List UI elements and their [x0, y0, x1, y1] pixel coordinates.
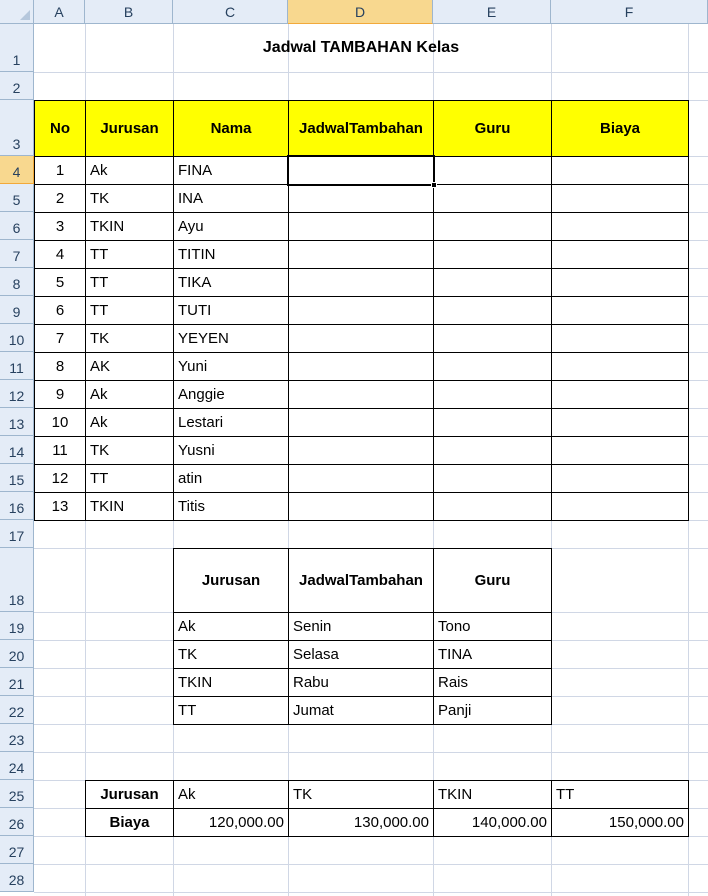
cell-biaya[interactable]: [551, 464, 689, 493]
cell-nama[interactable]: FINA: [173, 156, 289, 185]
select-all-button[interactable]: [0, 0, 34, 24]
lookup-cell-jurusan[interactable]: Ak: [173, 612, 289, 641]
row-header-6[interactable]: 6: [0, 212, 34, 240]
row-header-25[interactable]: 25: [0, 780, 34, 808]
cell-no[interactable]: 2: [34, 184, 86, 213]
cell-jurusan[interactable]: TT: [85, 268, 174, 297]
active-cell-outline[interactable]: [287, 155, 435, 186]
cell-jurusan[interactable]: TK: [85, 184, 174, 213]
cost-cell-jurusan[interactable]: TT: [551, 780, 689, 809]
row-header-23[interactable]: 23: [0, 724, 34, 752]
cell-biaya[interactable]: [551, 492, 689, 521]
cell-guru[interactable]: [433, 380, 552, 409]
cell-jurusan[interactable]: Ak: [85, 408, 174, 437]
cell-biaya[interactable]: [551, 212, 689, 241]
cell-nama[interactable]: Yusni: [173, 436, 289, 465]
cell-no[interactable]: 4: [34, 240, 86, 269]
cell-nama[interactable]: Lestari: [173, 408, 289, 437]
cell-guru[interactable]: [433, 184, 552, 213]
row-header-20[interactable]: 20: [0, 640, 34, 668]
row-header-4[interactable]: 4: [0, 156, 34, 184]
column-header-e[interactable]: E: [433, 0, 551, 24]
row-header-15[interactable]: 15: [0, 464, 34, 492]
lookup-cell-jadwal[interactable]: Senin: [288, 612, 434, 641]
cell-biaya[interactable]: [551, 268, 689, 297]
cell-guru[interactable]: [433, 464, 552, 493]
cell-jurusan[interactable]: TT: [85, 240, 174, 269]
row-header-12[interactable]: 12: [0, 380, 34, 408]
cell-jadwal-tambahan[interactable]: [288, 352, 434, 381]
cell-biaya[interactable]: [551, 324, 689, 353]
lookup-cell-jadwal[interactable]: Jumat: [288, 696, 434, 725]
row-header-22[interactable]: 22: [0, 696, 34, 724]
cell-guru[interactable]: [433, 156, 552, 185]
row-header-19[interactable]: 19: [0, 612, 34, 640]
cell-guru[interactable]: [433, 492, 552, 521]
cell-jurusan[interactable]: TK: [85, 436, 174, 465]
lookup-cell-jurusan[interactable]: TKIN: [173, 668, 289, 697]
row-header-14[interactable]: 14: [0, 436, 34, 464]
cell-guru[interactable]: [433, 212, 552, 241]
row-header-11[interactable]: 11: [0, 352, 34, 380]
gridline: [34, 752, 708, 753]
cell-jurusan[interactable]: TT: [85, 296, 174, 325]
cell-no[interactable]: 8: [34, 352, 86, 381]
cell-no[interactable]: 13: [34, 492, 86, 521]
header-no[interactable]: No: [34, 100, 86, 157]
cost-label-biaya[interactable]: Biaya: [85, 808, 174, 837]
cell-jurusan[interactable]: TT: [85, 464, 174, 493]
header-jadwal-line2: Tambahan: [349, 119, 423, 137]
row-header-18[interactable]: 18: [0, 548, 34, 612]
lookup-cell-guru[interactable]: Tono: [433, 612, 552, 641]
row-header-28[interactable]: 28: [0, 864, 34, 892]
header-jadwal-tambahan[interactable]: [288, 100, 434, 157]
cell-nama[interactable]: YEYEN: [173, 324, 289, 353]
row-header-17[interactable]: 17: [0, 520, 34, 548]
cell-biaya[interactable]: [551, 184, 689, 213]
row-header-7[interactable]: 7: [0, 240, 34, 268]
lookup-header-jadwal-tambahan[interactable]: [288, 548, 434, 613]
cell-guru[interactable]: [433, 436, 552, 465]
cell-jadwal-tambahan[interactable]: [288, 408, 434, 437]
cell-guru[interactable]: [433, 268, 552, 297]
cell-jadwal-tambahan[interactable]: [288, 268, 434, 297]
cell-biaya[interactable]: [551, 296, 689, 325]
cell-guru[interactable]: [433, 240, 552, 269]
cell-no[interactable]: 7: [34, 324, 86, 353]
cell-no[interactable]: 10: [34, 408, 86, 437]
row-header-8[interactable]: 8: [0, 268, 34, 296]
column-header-b[interactable]: B: [85, 0, 173, 24]
cell-biaya[interactable]: [551, 156, 689, 185]
cell-guru[interactable]: [433, 352, 552, 381]
cell-guru[interactable]: [433, 408, 552, 437]
column-header-a[interactable]: A: [34, 0, 85, 24]
cost-cell-jurusan[interactable]: TKIN: [433, 780, 552, 809]
lookup-cell-jurusan[interactable]: TK: [173, 640, 289, 669]
row-header-2[interactable]: 2: [0, 72, 34, 100]
cell-jadwal-tambahan[interactable]: [288, 464, 434, 493]
select-all-icon: [20, 10, 30, 20]
column-header-c[interactable]: C: [173, 0, 288, 24]
cell-no[interactable]: 12: [34, 464, 86, 493]
cell-jurusan[interactable]: Ak: [85, 156, 174, 185]
row-header-3[interactable]: 3: [0, 100, 34, 156]
column-header-f[interactable]: F: [551, 0, 708, 24]
cell-guru[interactable]: [433, 324, 552, 353]
cell-nama[interactable]: INA: [173, 184, 289, 213]
cell-jadwal-tambahan[interactable]: [288, 184, 434, 213]
cell-no[interactable]: 9: [34, 380, 86, 409]
lookup-header-jadwal-line2: Tambahan: [349, 571, 423, 589]
cell-nama[interactable]: Yuni: [173, 352, 289, 381]
row-header-26[interactable]: 26: [0, 808, 34, 836]
gridline: [34, 72, 708, 73]
gridline: [34, 864, 708, 865]
header-nama[interactable]: Nama: [173, 100, 289, 157]
cell-jurusan[interactable]: TK: [85, 324, 174, 353]
lookup-cell-guru[interactable]: Panji: [433, 696, 552, 725]
cell-nama[interactable]: TUTI: [173, 296, 289, 325]
cell-no[interactable]: 3: [34, 212, 86, 241]
cell-no[interactable]: 11: [34, 436, 86, 465]
lookup-cell-guru[interactable]: Rais: [433, 668, 552, 697]
cell-jadwal-tambahan[interactable]: [288, 436, 434, 465]
lookup-cell-jurusan[interactable]: TT: [173, 696, 289, 725]
cell-biaya[interactable]: [551, 408, 689, 437]
cell-jurusan[interactable]: AK: [85, 352, 174, 381]
row-header-5[interactable]: 5: [0, 184, 34, 212]
cost-cell-biaya[interactable]: 120,000.00: [173, 808, 289, 837]
lookup-cell-jadwal[interactable]: Rabu: [288, 668, 434, 697]
cell-nama[interactable]: Anggie: [173, 380, 289, 409]
cell-biaya[interactable]: [551, 380, 689, 409]
header-jadwal-line1: Jadwal: [299, 119, 350, 137]
header-biaya[interactable]: Biaya: [551, 100, 689, 157]
row-header-16[interactable]: 16: [0, 492, 34, 520]
cell-no[interactable]: 5: [34, 268, 86, 297]
row-header-27[interactable]: 27: [0, 836, 34, 864]
fill-handle[interactable]: [431, 182, 437, 188]
cell-nama[interactable]: TIKA: [173, 268, 289, 297]
cost-cell-jurusan[interactable]: TK: [288, 780, 434, 809]
header-jurusan[interactable]: Jurusan: [85, 100, 174, 157]
cell-nama[interactable]: Titis: [173, 492, 289, 521]
column-header-d[interactable]: D: [288, 0, 433, 24]
cell-guru[interactable]: [433, 296, 552, 325]
cost-cell-jurusan[interactable]: Ak: [173, 780, 289, 809]
cost-cell-biaya[interactable]: 150,000.00: [551, 808, 689, 837]
row-header-1[interactable]: 1: [0, 24, 34, 72]
cell-jadwal-tambahan[interactable]: [288, 240, 434, 269]
lookup-header-guru[interactable]: Guru: [433, 548, 552, 613]
cell-jadwal-tambahan[interactable]: [288, 324, 434, 353]
cost-label-jurusan[interactable]: Jurusan: [85, 780, 174, 809]
row-header-10[interactable]: 10: [0, 324, 34, 352]
cost-cell-biaya[interactable]: 140,000.00: [433, 808, 552, 837]
cell-jadwal-tambahan[interactable]: [288, 492, 434, 521]
row-header-24[interactable]: 24: [0, 752, 34, 780]
lookup-header-jadwal-line1: Jadwal: [299, 571, 350, 589]
sheet-title[interactable]: Jadwal TAMBAHAN Kelas: [262, 39, 460, 56]
row-header-13[interactable]: 13: [0, 408, 34, 436]
cell-biaya[interactable]: [551, 436, 689, 465]
lookup-cell-guru[interactable]: TINA: [433, 640, 552, 669]
lookup-header-jurusan[interactable]: Jurusan: [173, 548, 289, 613]
cell-no[interactable]: 1: [34, 156, 86, 185]
cell-nama[interactable]: TITIN: [173, 240, 289, 269]
cell-jadwal-tambahan[interactable]: [288, 212, 434, 241]
header-guru[interactable]: Guru: [433, 100, 552, 157]
row-header-21[interactable]: 21: [0, 668, 34, 696]
cell-jadwal-tambahan[interactable]: [288, 296, 434, 325]
cell-nama[interactable]: atin: [173, 464, 289, 493]
cost-cell-biaya[interactable]: 130,000.00: [288, 808, 434, 837]
cell-jurusan[interactable]: Ak: [85, 380, 174, 409]
cell-no[interactable]: 6: [34, 296, 86, 325]
cell-jadwal-tambahan[interactable]: [288, 380, 434, 409]
lookup-cell-jadwal[interactable]: Selasa: [288, 640, 434, 669]
cell-jurusan[interactable]: TKIN: [85, 492, 174, 521]
gridline: [34, 892, 708, 893]
cell-biaya[interactable]: [551, 240, 689, 269]
cell-jurusan[interactable]: TKIN: [85, 212, 174, 241]
cell-nama[interactable]: Ayu: [173, 212, 289, 241]
cell-biaya[interactable]: [551, 352, 689, 381]
row-header-9[interactable]: 9: [0, 296, 34, 324]
